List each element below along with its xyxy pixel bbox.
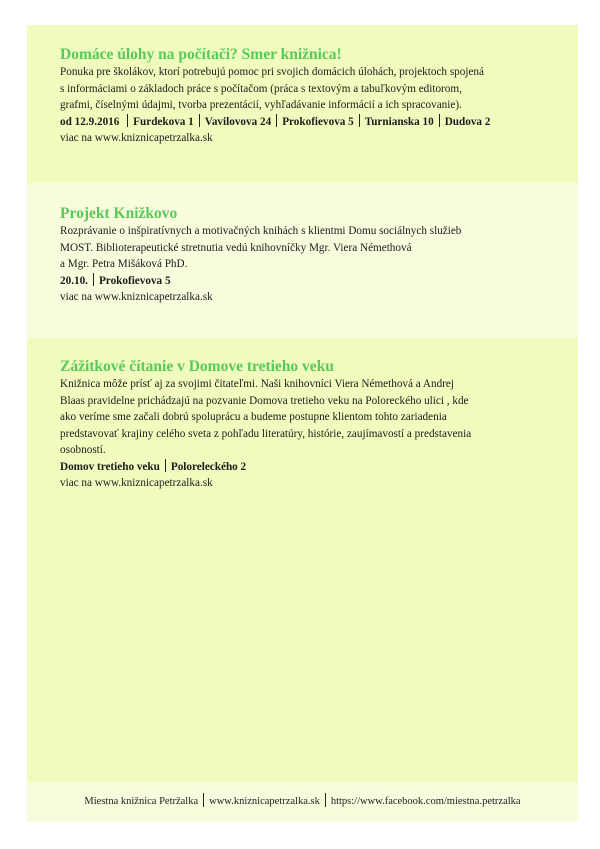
- more-info-link[interactable]: viac na www.kniznicapetrzalka.sk: [60, 132, 213, 144]
- location: Vavilovova 24: [204, 115, 272, 128]
- separator: [127, 114, 128, 127]
- more-info-link[interactable]: viac na www.kniznicapetrzalka.sk: [60, 477, 213, 489]
- website-link[interactable]: www.kniznicapetrzalka.sk: [209, 796, 320, 807]
- facebook-link[interactable]: https://www.facebook.com/miestna.petrzalka: [330, 796, 521, 807]
- section-title: Projekt Knižkovo: [60, 205, 178, 222]
- section-title: Domáce úlohy na počítači? Smer knižnica!: [60, 46, 342, 63]
- section-details: [60, 114, 578, 131]
- location: Prokofievova 5: [98, 274, 171, 287]
- section-details: [60, 273, 578, 290]
- separator: [165, 459, 166, 472]
- separator: [199, 114, 200, 127]
- date: od 12.9.2016: [60, 115, 123, 128]
- separator: [93, 273, 94, 286]
- date: 20.10.: [60, 274, 88, 287]
- more-info-link[interactable]: viac na www.kniznicapetrzalka.sk: [60, 291, 213, 303]
- section-body-line: predstavovať krajiny celého sveta z pohľadu literatúry, histórie, zaujímavostí a predstavenia: [60, 427, 472, 440]
- section-body-line: ako veríme sme začali dobrú spoluprácu a budeme postupne klientom tohto zariadenia: [60, 411, 447, 423]
- location: Turnianska 10: [364, 115, 434, 128]
- location: Furdekova 1: [133, 115, 194, 128]
- separator: [439, 114, 440, 127]
- section-body-line: Rozprávanie o inšpiratívnych a motivačných knihách s klientmi Domu sociálnych služieb: [60, 225, 462, 237]
- separator: [203, 793, 204, 807]
- section-body-line: grafmi, číselnými údajmi, tvorba prezentácií, vyhľadávanie informácií a ich spracovanie).: [60, 99, 462, 111]
- section-project-knizkovo: [27, 183, 578, 338]
- section-title: Zážitkové čítanie v Domove tretieho veku: [60, 358, 334, 375]
- section-body-line: Ponuka pre školákov, ktorí potrebujú pomoc pri svojich domácich úlohách, projektoch spojená: [60, 66, 484, 78]
- separator: [325, 793, 326, 807]
- section-homework-help: [27, 25, 578, 183]
- separator: [359, 114, 360, 127]
- section-body-line: s informáciami o základoch práce s počítačom (práca s textovým a tabuľkovým editorom,: [60, 82, 462, 95]
- section-details: [60, 459, 578, 476]
- section-body-line: Blaas pravidelne prichádzajú na pozvanie Domova tretieho veku na Poloreckého ulici , kde: [60, 394, 469, 407]
- location: Dudova 2: [444, 115, 491, 128]
- separator: [276, 114, 277, 127]
- section-body-line: a Mgr. Petra Mišáková PhD.: [60, 258, 188, 270]
- section-body-line: Knižnica môže prísť aj za svojimi čitateľmi. Naši knihovníci Viera Némethová a Andrej: [60, 378, 454, 390]
- footer: [27, 782, 578, 822]
- library-name: Miestna knižnica Petržalka: [84, 796, 199, 807]
- venue: Domov tretieho veku: [60, 460, 160, 473]
- location: Prokofievova 5: [282, 115, 354, 128]
- section-body-line: MOST. Biblioterapeutické stretnutia vedú knihovníčky Mgr. Viera Némethová: [60, 241, 412, 254]
- section-experience-reading: [27, 338, 578, 782]
- location: Poloreleckého 2: [170, 460, 247, 473]
- section-body-line: osobností.: [60, 444, 106, 456]
